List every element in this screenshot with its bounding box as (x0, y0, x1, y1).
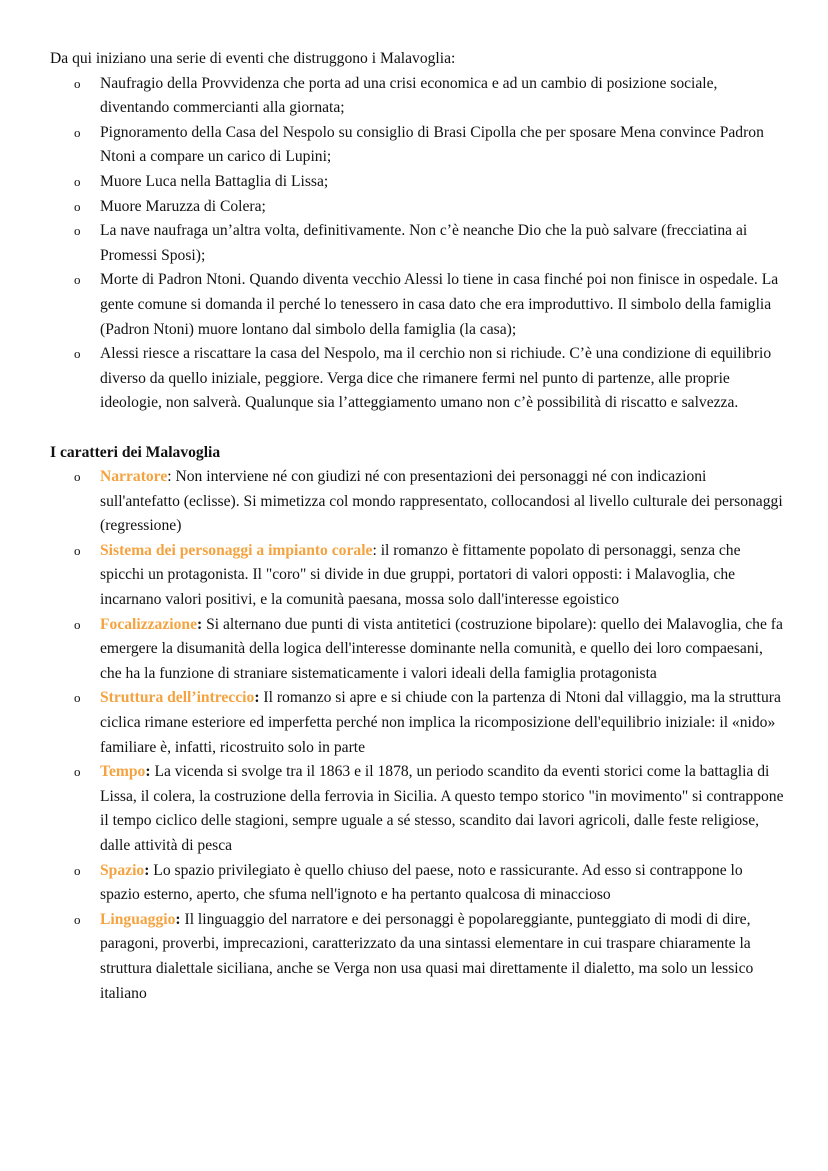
item-text: Muore Luca nella Battaglia di Lissa; (100, 172, 329, 190)
traits-list (50, 465, 785, 1006)
trait-text: Si alternano due punti di vista antitetici (costruzione bipolare): quello dei Malavoglia, che fa emergere la disumanità della logica dell'interesse dominante nella comunità, e quello dei loro compaesani, che ha la funzione di straniare sistematicamente i valori ideali della famiglia protagonista (100, 615, 783, 682)
bullet-icon: o (74, 690, 81, 706)
list-item (74, 219, 785, 268)
item-text: La nave naufraga un’altra volta, definitivamente. Non c’è neanche Dio che la può salvare (frecciatina ai Promessi Sposi); (100, 222, 748, 264)
list-item (74, 342, 785, 416)
trait-text: il romanzo è fittamente popolato di personaggi, senza che spicchi un protagonista. Il "coro" si divide in due gruppi, portatori di valori opposti: i Malavoglia, che incarnano valori positivi, e la comunità paesana, mossa solo dall'interesse egoistico (100, 541, 741, 609)
list-item (74, 195, 785, 220)
colon: : (167, 468, 172, 486)
section-heading: I caratteri dei Malavoglia (50, 443, 221, 461)
bullet-icon: o (74, 616, 81, 632)
bullet-icon: o (74, 764, 81, 780)
trait-label: Struttura dell’intreccio (100, 689, 255, 707)
colon: : (175, 910, 181, 928)
item-text: Pignoramento della Casa del Nespolo su consiglio di Brasi Cipolla che per sposare Mena convince Padron Ntoni a compare un carico di Lupini; (100, 123, 764, 166)
item-text: Morte di Padron Ntoni. Quando diventa vecchio Alessi lo tiene in casa finché poi non finisce in ospedale. La gente comune si domanda il perché lo tenessero in casa dato che era improduttivo. Il simbolo della famiglia (Padron Ntoni) muore lontano dal simbolo della famiglia (la casa); (100, 271, 779, 338)
bullet-icon: o (74, 173, 81, 189)
trait-text: La vicenda si svolge tra il 1863 e il 1878, un periodo scandito da eventi storici come la battaglia di Lissa, il colera, la costruzione della ferrovia in Sicilia. A questo tempo storico "in movimento" si contrappone il tempo ciclico delle stagioni, sempre uguale a sé stesso, scandito dai lavori agricoli, dalle feste religiose, dalle attività di pesca (100, 763, 784, 854)
list-item (74, 760, 785, 858)
bullet-icon: o (74, 124, 81, 140)
trait-text: Il linguaggio del narratore e dei personaggi è popolareggiante, punteggiato di modi di dire, paragoni, proverbi, imprecazioni, caratterizzato da una sintassi elementare in cui traspare chiaramente la struttura dialettale siciliana, anche se Verga non usa quasi mai direttamente il dialetto, ma solo un lessico italiano (100, 910, 754, 1002)
trait-label: Narratore (100, 468, 168, 486)
item-text: Muore Maruzza di Colera; (100, 197, 266, 215)
bullet-icon: o (74, 469, 81, 485)
list-item (74, 859, 785, 908)
bullet-icon: o (74, 223, 81, 239)
events-list (50, 72, 785, 416)
item-text: Alessi riesce a riscattare la casa del Nespolo, ma il cerchio non si richiude. C’è una condizione di equilibrio diverso da quello iniziale, peggiore. Verga dice che rimanere fermi nel punto di partenze, alle proprie ideologie, non salverà. Qualunque sia l’atteggiamento umano non c’è possibilità di riscatto e salvezza. (100, 345, 772, 412)
colon: : (145, 763, 151, 781)
list-item (74, 686, 785, 760)
colon: : (372, 541, 377, 559)
colon: : (254, 689, 260, 707)
list-item (74, 539, 785, 613)
list-item (74, 908, 785, 1006)
trait-label: Spazio (100, 861, 145, 879)
bullet-icon: o (74, 346, 81, 362)
trait-label: Sistema dei personaggi a impianto corale (100, 541, 373, 559)
list-item (74, 268, 785, 342)
list-item (74, 121, 785, 170)
trait-label: Tempo (100, 763, 146, 781)
list-item (74, 72, 785, 121)
bullet-icon: o (74, 542, 81, 558)
intro-paragraph: Da qui iniziano una serie di eventi che distruggono i Malavoglia: (50, 50, 456, 67)
bullet-icon: o (74, 272, 81, 288)
colon: : (197, 615, 203, 633)
bullet-icon: o (74, 911, 81, 927)
list-item (74, 170, 785, 195)
list-item (74, 613, 785, 687)
trait-label: Linguaggio (100, 910, 176, 928)
item-text: Naufragio della Provvidenza che porta ad una crisi economica e ad un cambio di posizione sociale, diventando commercianti alla giornata; (100, 74, 718, 117)
trait-text: Il romanzo si apre e si chiude con la partenza di Ntoni dal villaggio, ma la struttura ciclica rimane esteriore ed imperfetta perché non implica la ricomposizione dell'equilibrio iniziale: il «nido» familiare è, infatti, ricostruito solo in parte (100, 689, 781, 756)
list-item (74, 465, 785, 539)
bullet-icon: o (74, 75, 81, 91)
trait-label: Focalizzazione (100, 615, 197, 633)
bullet-icon: o (74, 862, 81, 878)
trait-text: Lo spazio privilegiato è quello chiuso del paese, noto e rassicurante. Ad esso si contrappone lo spazio esterno, aperto, che sfuma nell'ignoto e ha pertanto qualcosa di minaccioso (100, 861, 743, 904)
colon: : (144, 861, 150, 879)
bullet-icon: o (74, 198, 81, 214)
trait-text: Non interviene né con giudizi né con presentazioni dei personaggi né con indicazioni sull'antefatto (eclisse). Si mimetizza col mondo rappresentato, collocandosi al livello culturale dei personaggi (regressione) (100, 468, 783, 535)
document-page (50, 47, 785, 1006)
